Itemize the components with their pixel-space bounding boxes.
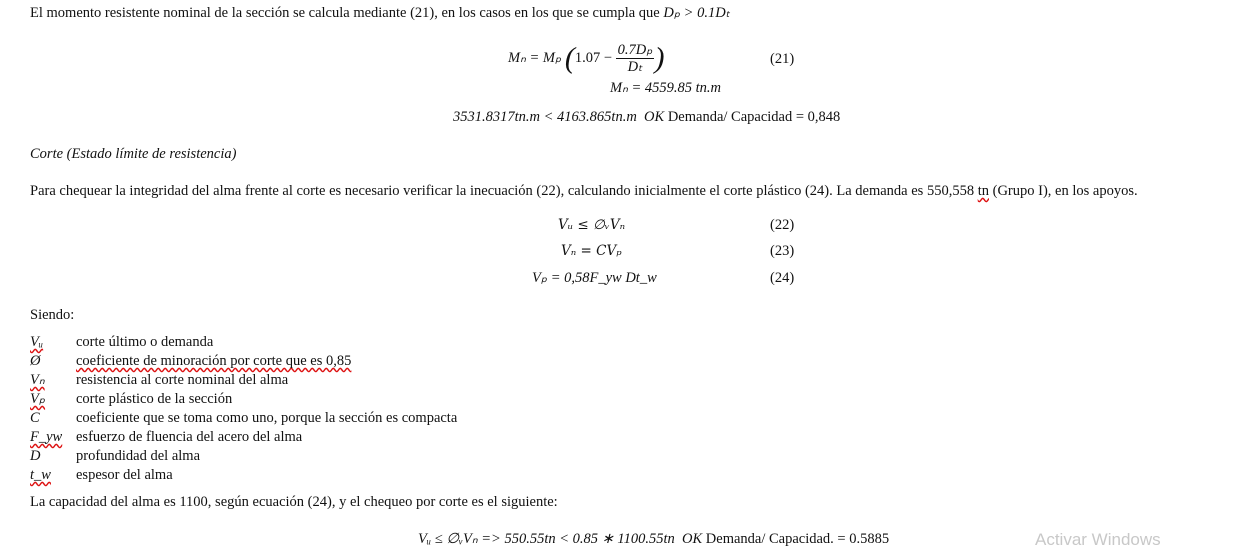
definition-vn: resistencia al corte nominal del alma [76,372,289,388]
paragraph-shear-text: Para chequear la integridad del alma frente al corte es necesario verificar la inecuación (22), calculando inicialmente el corte plástico (24). La demanda es 550,558 [30,183,975,199]
equation-21-result: Mₙ = 4559.85 tn.m [610,80,722,96]
symbol-vu: Vᵤ [30,334,44,350]
moment-check-ratio: Demanda/ Capacidad = 0,848 [667,109,841,125]
label-siendo: Siendo: [30,307,75,323]
moment-check [453,108,840,126]
activation-watermark: Activar Windows [1035,530,1161,549]
symbol-vn: Vₙ [30,372,45,388]
equation-24: Vₚ = 0,58F_yw Dt_w [532,270,657,286]
paragraph-shear-tail: (Grupo I), en los apoyos. [992,183,1138,199]
definition-fyw: esfuerzo de fluencia del acero del alma [76,429,303,445]
symbol-tw: t_w [30,467,51,483]
symbol-fyw: F_yw [30,429,63,445]
paragraph-intro [30,4,730,22]
equation-23-number: (23) [770,243,795,259]
eq21-fraction [616,42,655,75]
eq21-constant: 1.07 − [574,50,612,66]
shear-check-ok: OK [682,531,703,547]
eq21-denominator: Dₜ [627,59,643,76]
shear-check [418,530,889,548]
equation-21-number: (21) [770,51,795,67]
paragraph-intro-text: El momento resistente nominal de la sección se calcula mediante (21), en los casos en los que se cumpla que [30,5,660,21]
moment-check-ok: OK [644,109,665,125]
symbol-vp: Vₚ [30,391,46,407]
eq21-numerator: 0.7Dₚ [617,42,653,59]
symbol-d: D [30,448,41,464]
unit-tn: tn [977,183,989,199]
moment-check-math: 3531.8317tn.m < 4163.865tn.m [453,109,637,125]
right-paren: ) [654,41,665,75]
equation-22-number: (22) [770,217,795,233]
definition-vp: corte plástico de la sección [76,391,233,407]
symbol-phi: Ø [30,353,41,369]
eq21-lhs: Mₙ = Mₚ [508,50,562,66]
condition-expression: Dₚ > 0.1Dₜ [663,5,730,21]
section-heading-corte: Corte (Estado límite de resistencia) [30,146,237,162]
left-paren: ( [564,41,575,75]
definition-tw: espesor del alma [76,467,173,483]
definition-c: coeficiente que se toma como uno, porque la sección es compacta [76,410,458,426]
shear-check-ratio: Demanda/ Capacidad. = 0.5885 [705,531,890,547]
paragraph-shear [30,182,1138,200]
equation-21 [508,40,664,76]
definition-phi [76,352,351,371]
definition-vu: corte último o demanda [76,334,214,350]
shear-check-math: Vᵤ ≤ ∅ᵥVₙ => 550.55tn < 0.85 ∗ 1100.55tn [418,531,675,547]
paragraph-capacity: La capacidad del alma es 1100, según ecuación (24), y el chequeo por corte es el siguiente: [30,494,558,510]
definition-phi-text: coeficiente de minoración por corte que es 0,85 [76,353,352,369]
equation-24-number: (24) [770,270,795,286]
symbol-c: C [30,410,40,426]
definition-d: profundidad del alma [76,448,201,464]
equation-22: Vᵤ ≤ ∅ᵥVₙ [558,217,626,233]
equation-23: Vₙ = CVₚ [561,243,622,259]
